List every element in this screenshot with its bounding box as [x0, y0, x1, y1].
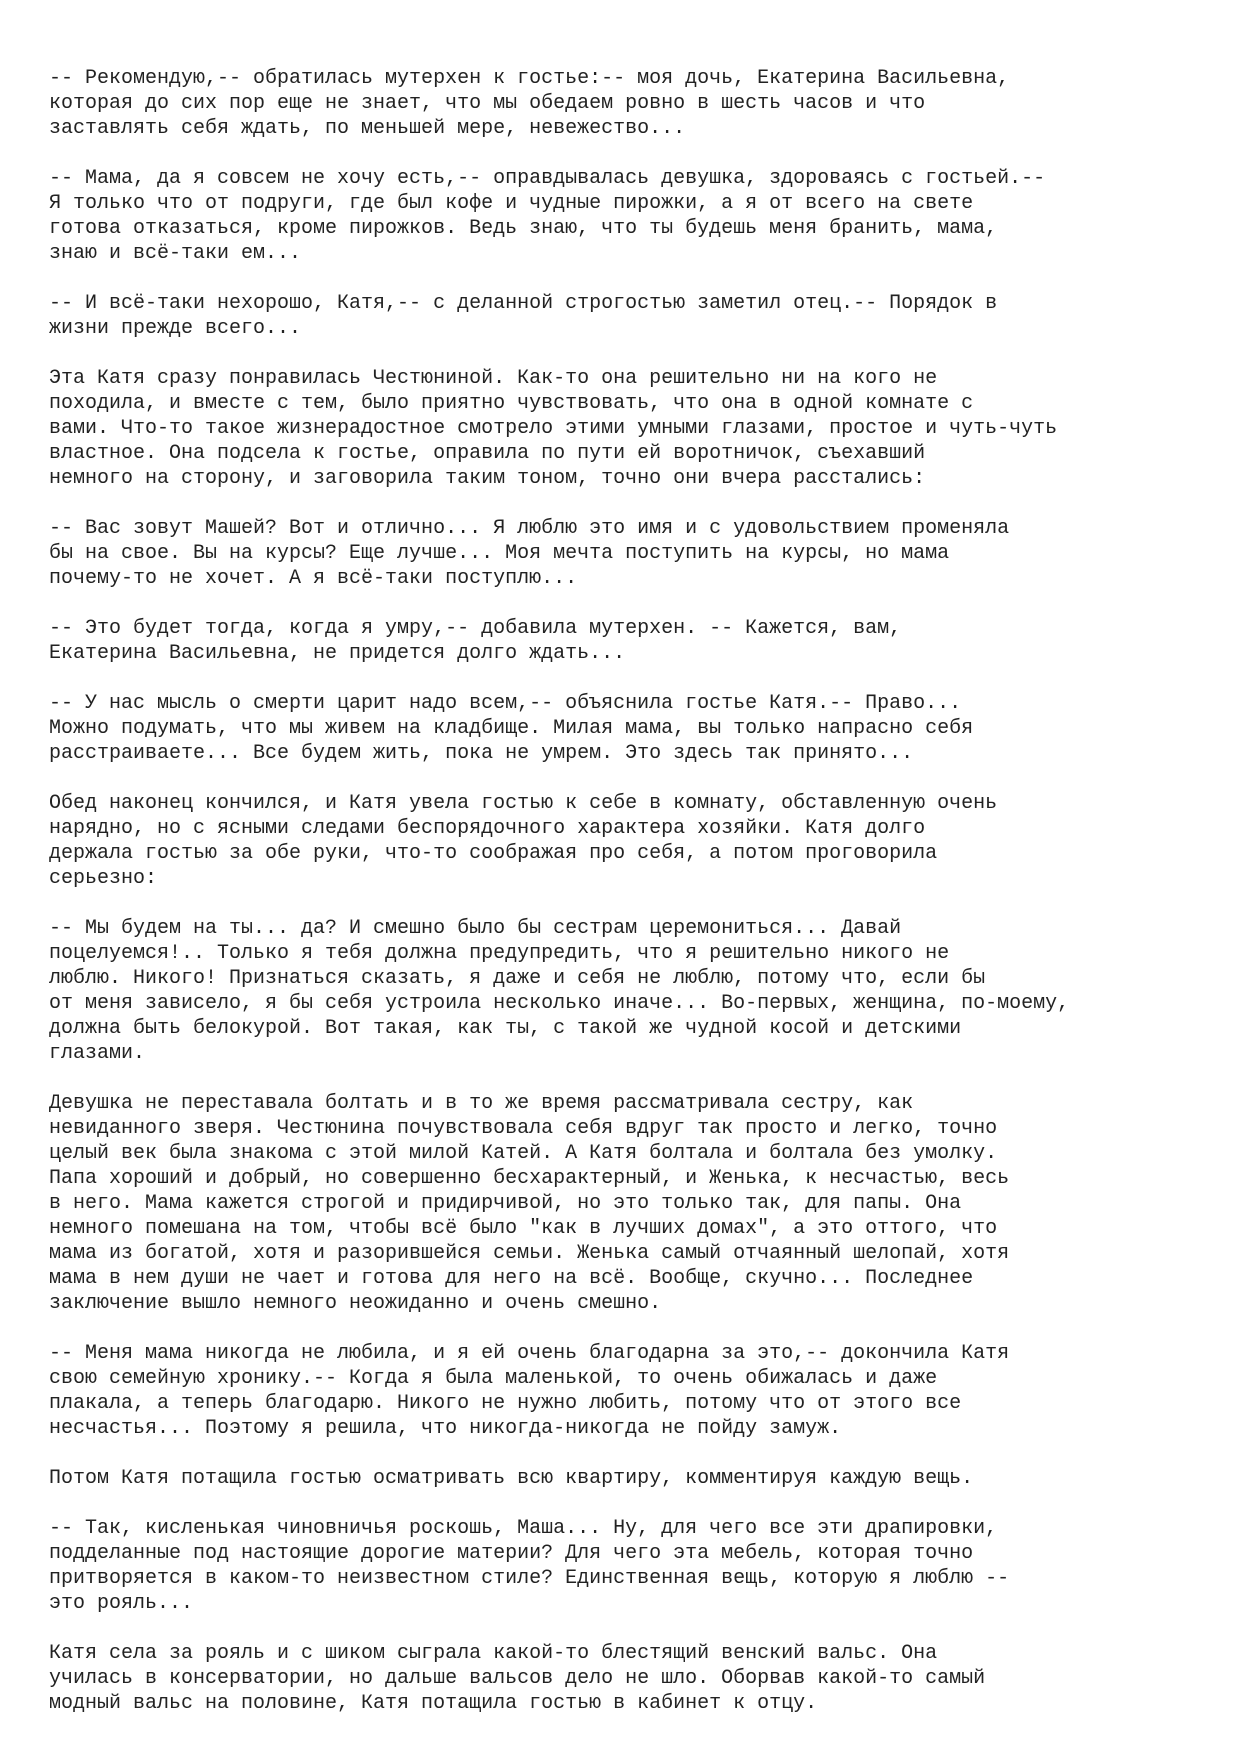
text-line: знаю и всё-таки ем... [49, 242, 302, 265]
text-line: вами. Что-то такое жизнерадостное смотрело этими умными глазами, простое и чуть-чуть [49, 417, 1058, 440]
text-line: Катя села за рояль и с шиком сыграла какой-то блестящий венский вальс. Она [49, 1642, 938, 1665]
text-line: походила, и вместе с тем, было приятно чувствовать, что она в одной комнате с [49, 392, 974, 415]
text-line: готова отказаться, кроме пирожков. Ведь знаю, что ты будешь меня бранить, мама, [49, 217, 998, 240]
text-line: Эта Катя сразу понравилась Честюниной. Как-то она решительно ни на кого не [49, 367, 938, 390]
text-line: властное. Она подсела к гостье, оправила по пути ей воротничок, съехавший [49, 442, 926, 465]
text-line: Обед наконец кончился, и Катя увела гостью к себе в комнату, обставленную очень [49, 792, 998, 815]
text-line: в него. Мама кажется строгой и придирчивой, но это только так, для папы. Она [49, 1192, 962, 1215]
text-line: почему-то не хочет. А я всё-таки поступлю... [49, 567, 578, 590]
text-line: Можно подумать, что мы живем на кладбище. Милая мама, вы только напрасно себя [49, 717, 974, 740]
text-line: несчастья... Поэтому я решила, что никогда-никогда не пойду замуж. [49, 1417, 842, 1440]
paragraph [49, 1516, 1209, 1616]
text-line: заключение вышло немного неожиданно и очень смешно. [49, 1292, 662, 1315]
text-line: которая до сих пор еще не знает, что мы обедаем ровно в шесть часов и что [49, 92, 926, 115]
text-line: свою семейную хронику.-- Когда я была маленькой, то очень обижалась и даже [49, 1367, 938, 1390]
paragraph [49, 166, 1209, 266]
paragraph [49, 916, 1209, 1066]
text-line: -- Вас зовут Машей? Вот и отлично... Я люблю это имя и с удовольствием променяла [49, 517, 1010, 540]
text-line: -- У нас мысль о смерти царит надо всем,-- объяснила гостье Катя.-- Право... [49, 692, 962, 715]
document-page [49, 66, 1209, 1741]
text-line: подделанные под настоящие дорогие материи? Для чего эта мебель, которая точно [49, 1542, 974, 1565]
text-line: -- И всё-таки нехорошо, Катя,-- с деланной строгостью заметил отец.-- Порядок в [49, 292, 998, 315]
text-line: -- Мама, да я совсем не хочу есть,-- оправдывалась девушка, здороваясь с гостьей.-- [49, 167, 1046, 190]
text-line: нарядно, но с ясными следами беспорядочного характера хозяйки. Катя долго [49, 817, 926, 840]
paragraph [49, 366, 1209, 491]
text-line: должна быть белокурой. Вот такая, как ты, с такой же чудной косой и детскими [49, 1017, 962, 1040]
paragraph [49, 1091, 1209, 1316]
text-line: поцелуемся!.. Только я тебя должна предупредить, что я решительно никого не [49, 942, 950, 965]
text-line: -- Это будет тогда, когда я умру,-- добавила мутерхен. -- Кажется, вам, [49, 617, 902, 640]
paragraph [49, 1641, 1209, 1716]
text-line: модный вальс на половине, Катя потащила гостью в кабинет к отцу. [49, 1692, 818, 1715]
paragraph [49, 66, 1209, 141]
paragraph [49, 691, 1209, 766]
text-line: бы на свое. Вы на курсы? Еще лучше... Моя мечта поступить на курсы, но мама [49, 542, 950, 565]
paragraph [49, 616, 1209, 666]
text-line: Папа хороший и добрый, но совершенно бесхарактерный, и Женька, к несчастью, весь [49, 1167, 1010, 1190]
paragraph [49, 516, 1209, 591]
text-line: Девушка не переставала болтать и в то же время рассматривала сестру, как [49, 1092, 914, 1115]
text-line: жизни прежде всего... [49, 317, 302, 340]
paragraph [49, 1466, 1209, 1491]
text-line: немного на сторону, и заговорила таким тоном, точно они вчера расстались: [49, 467, 926, 490]
text-line: мама из богатой, хотя и разорившейся семьи. Женька самый отчаянный шелопай, хотя [49, 1242, 1010, 1265]
paragraph [49, 791, 1209, 891]
text-line: притворяется в каком-то неизвестном стиле? Единственная вещь, которую я люблю -- [49, 1567, 1010, 1590]
text-line: мама в нем души не чает и готова для него на всё. Вообще, скучно... Последнее [49, 1267, 974, 1290]
text-line: Екатерина Васильевна, не придется долго ждать... [49, 642, 626, 665]
text-line: -- Меня мама никогда не любила, и я ей очень благодарна за это,-- докончила Катя [49, 1342, 1010, 1365]
text-line: это рояль... [49, 1592, 194, 1615]
text-line: заставлять себя ждать, по меньшей мере, невежество... [49, 117, 686, 140]
text-line: глазами. [49, 1042, 146, 1065]
text-line: Я только что от подруги, где был кофе и чудные пирожки, а я от всего на свете [49, 192, 974, 215]
text-line: люблю. Никого! Признаться сказать, я даже и себя не люблю, потому что, если бы [49, 967, 986, 990]
text-line: -- Мы будем на ты... да? И смешно было бы сестрам церемониться... Давай [49, 917, 902, 940]
text-line: от меня зависело, я бы себя устроила несколько иначе... Во-первых, женщина, по-моему, [49, 992, 1070, 1015]
paragraph [49, 291, 1209, 341]
text-line: Потом Катя потащила гостью осматривать всю квартиру, комментируя каждую вещь. [49, 1467, 974, 1490]
text-line: серьезно: [49, 867, 158, 890]
text-line: немного помешана на том, чтобы всё было "как в лучших домах", а это оттого, что [49, 1217, 998, 1240]
text-line: держала гостью за обе руки, что-то соображая про себя, а потом проговорила [49, 842, 938, 865]
text-line: целый век была знакома с этой милой Катей. А Катя болтала и болтала без умолку. [49, 1142, 998, 1165]
text-line: -- Рекомендую,-- обратилась мутерхен к гостье:-- моя дочь, Екатерина Васильевна, [49, 67, 1010, 90]
text-line: невиданного зверя. Честюнина почувствовала себя вдруг так просто и легко, точно [49, 1117, 998, 1140]
text-line: плакала, а теперь благодарю. Никого не нужно любить, потому что от этого все [49, 1392, 962, 1415]
paragraph [49, 1341, 1209, 1441]
text-line: расстраиваете... Все будем жить, пока не умрем. Это здесь так принято... [49, 742, 914, 765]
text-line: училась в консерватории, но дальше вальсов дело не шло. Оборвав какой-то самый [49, 1667, 986, 1690]
text-line: -- Так, кисленькая чиновничья роскошь, Маша... Ну, для чего все эти драпировки, [49, 1517, 998, 1540]
